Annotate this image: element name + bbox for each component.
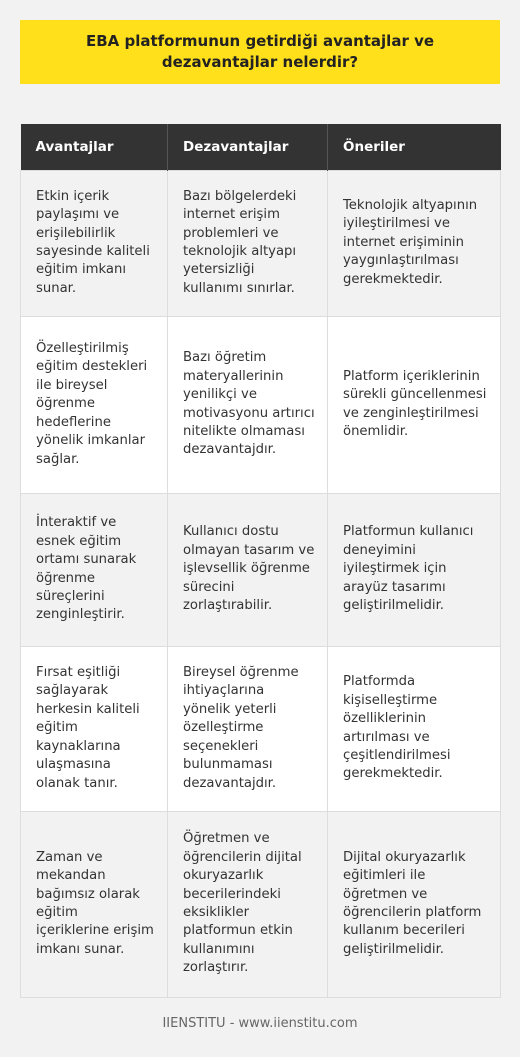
table-row [21,811,501,997]
table-row [21,316,501,493]
table-header-row [21,124,501,170]
table-row [21,493,501,646]
header-dezavantajlar: Dezavantajlar [168,124,328,170]
cell-avantaj: Etkin içerik paylaşımı ve erişilebilirlik sayesinde kaliteli eğitim imkanı sunar. [21,170,168,316]
cell-dezavantaj: Kullanıcı dostu olmayan tasarım ve işlevsellik öğrenme sürecini zorlaştırabilir. [168,493,328,646]
cell-oneri: Platformun kullanıcı deneyimini iyileştirmek için arayüz tasarımı geliştirilmelidir. [328,493,501,646]
header-avantajlar: Avantajlar [21,124,168,170]
cell-oneri: Platformda kişiselleştirme özelliklerinin artırılması ve çeşitlendirilmesi gerekmektedir. [328,646,501,811]
cell-dezavantaj: Bireysel öğrenme ihtiyaçlarına yönelik yeterli özelleştirme seçenekleri bulunmaması dezavantajdır. [168,646,328,811]
cell-oneri: Teknolojik altyapının iyileştirilmesi ve internet erişiminin yaygınlaştırılması gerekmektedir. [328,170,501,316]
table-row [21,170,501,316]
cell-oneri: Platform içeriklerinin sürekli güncellenmesi ve zenginleştirilmesi önemlidir. [328,316,501,493]
cell-avantaj: İnteraktif ve esnek eğitim ortamı sunarak öğrenme süreçlerini zenginleştirir. [21,493,168,646]
cell-avantaj: Özelleştirilmiş eğitim destekleri ile bireysel öğrenme hedeflerine yönelik imkanlar sağlar. [21,316,168,493]
comparison-table [20,124,501,998]
footer-credit: IIENSTITU - www.iienstitu.com [162,1016,358,1031]
cell-avantaj: Zaman ve mekandan bağımsız olarak eğitim içeriklerine erişim imkanı sunar. [21,811,168,997]
cell-dezavantaj: Bazı bölgelerdeki internet erişim problemleri ve teknolojik altyapı yetersizliği kullanımı sınırlar. [168,170,328,316]
cell-dezavantaj: Bazı öğretim materyallerinin yenilikçi ve motivasyonu artırıcı nitelikte olmaması dezavantajdır. [168,316,328,493]
page-title: EBA platformunun getirdiği avantajlar ve dezavantajlar nelerdir? [85,32,435,71]
title-banner [20,20,500,84]
cell-avantaj: Fırsat eşitliği sağlayarak herkesin kaliteli eğitim kaynaklarına ulaşmasına olanak tanır. [21,646,168,811]
cell-oneri: Dijital okuryazarlık eğitimleri ile öğretmen ve öğrencilerin platform kullanım becerileri geliştirilmelidir. [328,811,501,997]
cell-dezavantaj: Öğretmen ve öğrencilerin dijital okuryazarlık becerilerindeki eksiklikler platformun etkin kullanımını zorlaştırır. [168,811,328,997]
header-oneriler: Öneriler [328,124,501,170]
table-row [21,646,501,811]
